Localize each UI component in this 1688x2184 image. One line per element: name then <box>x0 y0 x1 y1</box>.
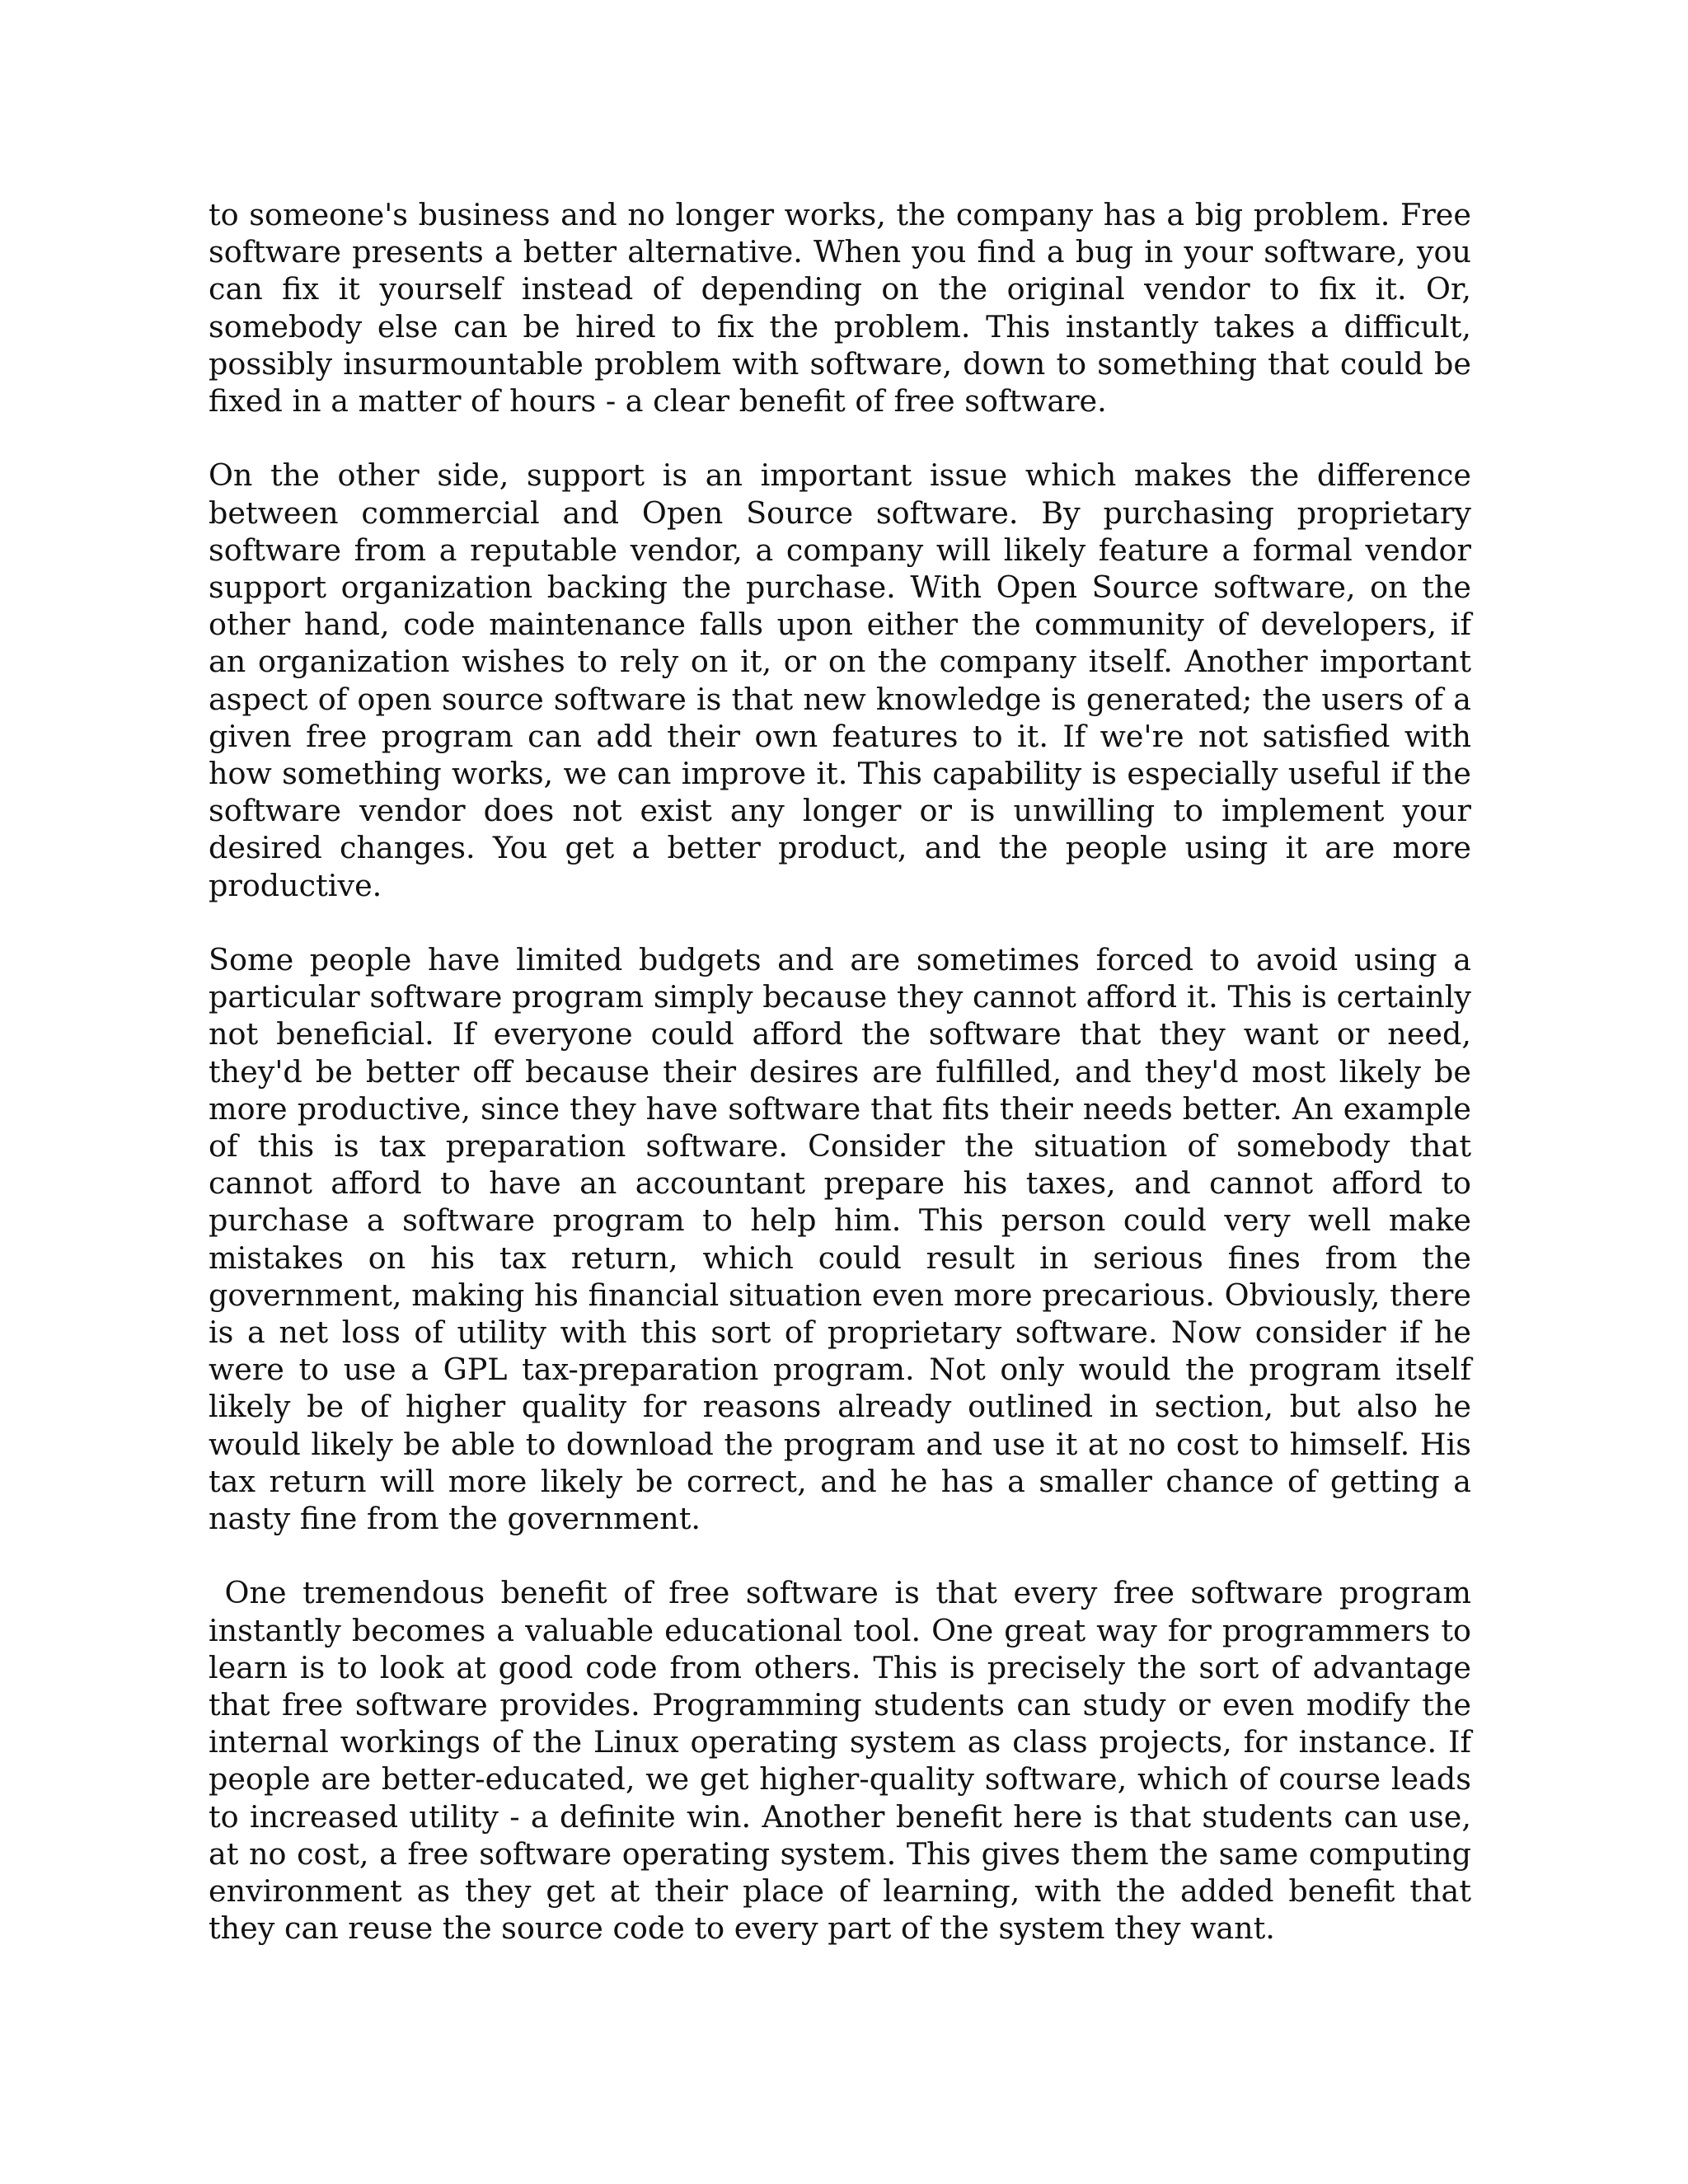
paragraph-support: On the other side, support is an important issue which makes the difference between commercial and Open Source software. By purchasing proprietary software from a reputable vendor, a company will likely feature a formal vendor support organization backing the purchase. With Open Source software, on the other hand, code maintenance falls upon either the community of developers, if an organization wishes to rely on it, or on the company itself. Another important aspect of open source software is that new knowledge is generated; the users of a given free program can add their own features to it. If we're not satisfied with how something works, we can improve it. This capability is especially useful if the software vendor does not exist any longer or is unwilling to implement your desired changes. You get a better product, and the people using it are more productive. <box>209 457 1471 903</box>
paragraph-budgets: Some people have limited budgets and are sometimes forced to avoid using a particular software program simply because they cannot afford it. This is certainly not beneficial. If everyone could afford the software that they want or need, they'd be better off because their desires are fulfilled, and they'd most likely be more productive, since they have software that fits their needs better. An example of this is tax preparation software. Consider the situation of somebody that cannot afford to have an accountant prepare his taxes, and cannot afford to purchase a software program to help him. This person could very well make mistakes on his tax return, which could result in serious fines from the government, making his financial situation even more precarious. Obviously, there is a net loss of utility with this sort of proprietary software. Now consider if he were to use a GPL tax-preparation program. Not only would the program itself likely be of higher quality for reasons already outlined in section, but also he would likely be able to download the program and use it at no cost to himself. His tax return will more likely be correct, and he has a smaller chance of getting a nasty fine from the government. <box>209 942 1471 1537</box>
paragraph-bug-fixing: to someone's business and no longer works, the company has a big problem. Free software presents a better alternative. When you find a bug in your software, you can fix it yourself instead of depending on the original vendor to fix it. Or, somebody else can be hired to fix the problem. This instantly takes a difficult, possibly insurmountable problem with software, down to something that could be fixed in a matter of hours - a clear benefit of free software. <box>209 197 1471 419</box>
paragraph-education: One tremendous benefit of free software is that every free software program instantly becomes a valuable educational tool. One great way for programmers to learn is to look at good code from others. This is precisely the sort of advantage that free software provides. Programming students can study or even modify the internal workings of the Linux operating system as class projects, for instance. If people are better-educated, we get higher-quality software, which of course leads to increased utility - a definite win. Another benefit here is that students can use, at no cost, a free software operating system. This gives them the same computing environment as they get at their place of learning, with the added benefit that they can reuse the source code to every part of the system they want. <box>209 1575 1481 1947</box>
body-text <box>209 196 1481 1947</box>
